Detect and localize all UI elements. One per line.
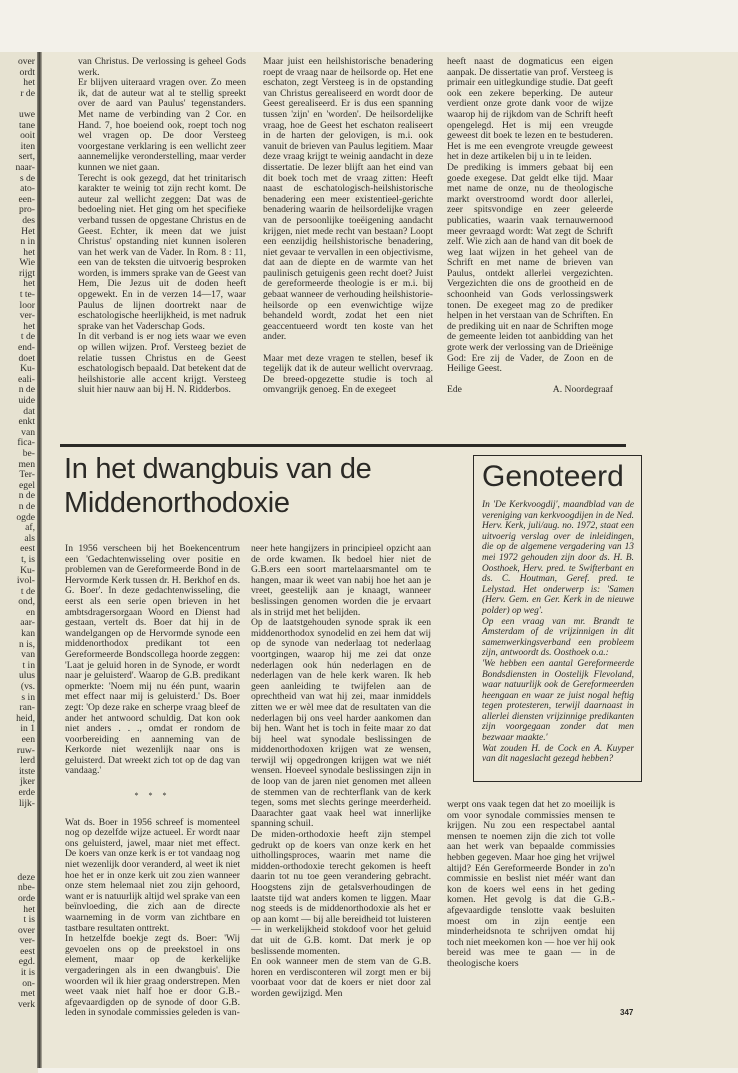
paragraph: Maar met deze vragen te stellen, besef ik tegelijk dat ik de auteur wellicht overvraag. De breed-opgezette studie is toch al omvangrijk genoeg. En de exegeet xyxy=(263,352,433,396)
previous-page-fragment: in 1 xyxy=(20,723,35,735)
previous-page-fragment: t in xyxy=(22,659,35,671)
paragraph: In 'De Kerkvoogdij', maandblad van de vereniging van kerkvoogdijen in de Ned. Herv. Kerk, juli/aug. no. 1972, staat een uitvoerig verslag over de inleidingen, die op de algemene vergadering van 13 mei 1972 gehouden zijn door ds. H. B. Oosthoek, Herv. pred. te Swifterbant en ds. C. Houtman, Geref. pred. te Lelystad. Het onderwerp is: 'Samen (Herv. Gem. en Ger. Kerk in de nieuwe polder) op weg'. xyxy=(482,500,634,616)
previous-page-fragment: af, xyxy=(25,522,35,534)
paragraph: En ook wanneer men de stem van de G.B. horen en verdisconteren wil zorgt men er bij voorbaat voor dat de koers er niet door zal worden gewijzigd. Men xyxy=(251,956,431,999)
previous-page-fragment: iten xyxy=(20,140,35,152)
previous-page-fragment: aar- xyxy=(20,617,35,629)
previous-page-fragment: t de xyxy=(20,331,35,343)
previous-page-edge xyxy=(0,52,38,1073)
page-gutter xyxy=(37,52,42,1068)
previous-page-fragment: ordt xyxy=(19,66,35,78)
previous-page-fragment: een- xyxy=(18,193,35,205)
previous-page-fragment: van xyxy=(21,649,35,661)
previous-page-fragment: dat xyxy=(23,405,35,417)
previous-page-fragment: jker xyxy=(20,776,35,788)
previous-page-fragment: een xyxy=(21,734,35,745)
previous-page-fragment: Ter- xyxy=(19,469,35,481)
article-column-1 xyxy=(65,544,240,1019)
paragraph: Wat zouden H. de Cock en A. Kuyper van dit nageslacht gezegd hebben? xyxy=(482,743,634,765)
review-column-1 xyxy=(78,57,246,396)
previous-page-fragment: n de xyxy=(18,500,35,512)
previous-page-fragment: ivol- xyxy=(16,575,35,587)
previous-page-fragment: erde xyxy=(18,786,35,798)
section-divider xyxy=(60,444,626,447)
previous-page-fragment: sert, xyxy=(18,151,35,163)
previous-page-fragment: ver- xyxy=(19,310,35,322)
previous-page-fragment: heid, xyxy=(16,712,35,724)
previous-page-fragment: ver- xyxy=(19,935,35,947)
paragraph: In dit verband is er nog iets waar we even op willen wijzen. Prof. Versteeg beziet de relatie tussen Christus en de Geest eschatologisch bepaald. Dat betekent dat de heilshistorie alle accent krijgt. Versteeg sluit hier nauw aan bij H. N. Ridderbos. xyxy=(78,331,246,396)
paragraph: neer hete hangijzers in principieel opzicht aan de orde kwamen. Ik bedoel hier niet de G.B.ers een soort martelaarsmantel om te hangen, maar ik weet van nabij hoe het aan je vreet, geestelijk aan je knaagt, wanneer beslissingen genomen worden die je ervaart als in strijd met het belijden. xyxy=(251,543,431,618)
paragraph: De prediking is immers gebaat bij een goede exegese. Dat geldt elke tijd. Maar met name de onze, nu de theologische markt overstroomd wordt door allerlei, zeer spitsvondige en zeer geleerde publicaties, waarin vaak ternauwernood meer gevraagd wordt: Wat zegt de Schrift zelf. Wie zich aan de hand van dit boek de weg laat wijzen in het geheel van de Schrift en met name de brieven van Paulus, ontdekt allerlei vergezichten. Vergezichten die ons de grootheid en de schoonheid van Gods verlossingswerk tonen. De exegeet mag zo de prediker helpen in het verstaan van de Schriften. En de prediking uit en naar de Schriften moge de gemeente leiden tot aanbidding van het grote werk der verlossing van de Drieënige God: Ere zij de Vader, de Zoon en de Heilige Geest. xyxy=(447,161,613,375)
article-column-3 xyxy=(447,800,615,970)
previous-page-fragment: eest xyxy=(20,945,35,957)
box-title: Genoteerd xyxy=(482,460,624,493)
previous-page-fragment: ooit xyxy=(20,130,35,142)
previous-page-fragment: men xyxy=(18,458,35,470)
previous-page-fragment: Wie xyxy=(19,257,35,269)
box-text xyxy=(482,500,634,765)
previous-page-fragment: en xyxy=(25,606,35,618)
previous-page-fragment: n in xyxy=(20,236,35,248)
previous-page-fragment: Ku- xyxy=(20,363,35,375)
genoteerd-box xyxy=(473,455,642,782)
previous-page-fragment: over xyxy=(17,56,35,67)
article-headline: In het dwangbuis van de Middenorthodoxie xyxy=(64,453,372,519)
paragraph: Op de laatstgehouden synode sprak ik een middenorthodox synodelid en zei hem dat wij op de synode van nederlaag tot nederlaag voortgingen, waarop hij me zei dat onze nederlagen ook hún nederlagen en de nederlagen van de hele kerk waren. Ik heb geen aanleiding te twijfelen aan de oprechtheid van wat hij zei, maar inmiddels zitten we er wèl mee dat de resultaten van die nederlagen bij ons veel harder aankomen dan bij hen. Want het is toch in feite maar zo dat bij heel wat synodale beslissingen de middenorthodoxen krijgen wat ze wensen, terwijl wij opgedrongen krijgen wat we niét wensen. Hoeveel synodale beslissingen zijn in de loop van de jaren niet genomen met alleen de stemmen van de rechterflank van de kerk tegen, soms met slechts geringe meerderheid. Daarachter gaat vaak heel wat innerlijke spanning schuil. xyxy=(251,617,431,830)
previous-page-fragment: r de xyxy=(20,87,35,99)
previous-page-fragment: (vs. xyxy=(20,681,35,693)
article-column-2 xyxy=(251,544,431,1000)
previous-page-fragment: deze xyxy=(17,871,35,883)
paragraph: In 1956 verscheen bij het Boekencentrum een 'Gedachtenwisseling over positie en problemen van de Gereformeerde Bond in de Hervormde Kerk tussen dr. H. Berkhof en ds. G. Boer'. In deze gedachtenwisseling, die eerst als een serie open brieven in het ambtsdragersorgaan Woord en Dienst had gestaan, vertelt ds. Boer dat hij in de wandelgangen op de Hervormde synode een middenorthodox predikant tot een Gereformeerde Bondscollega hoorde zeggen: 'Laat je geluid horen in de Synode, er wordt naar je geluisterd'. Waarop de G.B. predikant opmerkte: 'Noem mij nu één punt, waarin met effect naar mij is geluisterd.' Ds. Boer zegt: 'Op deze rake en scherpe vraag bleef de ander het antwoord schuldig. Dat kon ook niet anders . . ., omdat er rondom de voorbereiding en aanneming van de Kerkorde niet wezenlijk naar ons is geluisterd. Dat wreekt zich tot op de dag van vandaag.' xyxy=(65,543,240,777)
previous-page-fragment: it is xyxy=(20,967,35,979)
paragraph: Maar juist een heilshistorische benadering roept de vraag naar de heilsorde op. Het ene eschaton, zegt Versteeg is in de opstanding van Christus gerealiseerd en wordt door de Geest gerealiseerd. Er is dus een spanning tussen 'zijn' en 'worden'. De heilsordelijke vraag, hoe de Geest het eschaton realiseert in de harten der gelovigen, is m.i. ook vanuit de brieven van Paulus legitiem. Maar deze vraag krijgt te weinig aandacht in deze dissertatie. De lezer blijft aan het eind van dit boek toch met de vraag zitten: Heeft naast de eschatologisch-heilshistorische benadering een meer existentieel-gerichte benadering waarin de heilsordelijke vragen van de persoonlijke toeëigening aandacht krijgen, niet mede recht van bestaan? Loopt een eenzijdig heilshistorische benadering, niet gevaar te vervallen in een objectivisme, dat aan de diepte en de warmte van het paulinisch getuigenis geen recht doet? Juist de gereformeerde theologie is er m.i. bij gebaat wanneer de verhouding heilshistorie-heilsorde op een evenwichtige wijze behandeld wordt, zodat het een niet geaccentueerd wordt ten koste van het ander. xyxy=(263,56,433,343)
paragraph: Terecht is ook gezegd, dat het trinitarisch karakter te weinig tot zijn recht komt. De auteur zal wellicht zeggen: Dat was de bedoeling niet. Het ging om het specifieke verband tussen de opgestane Christus en de Geest. Echter, ik meen dat we juist Christus' opstanding niet kunnen isoleren van het werk van de Vader. In Rom. 8 : 11, een van de teksten die uitvoerig besproken worden, is immers sprake van de Geest van Hem, Die Jezus uit de doden heeft opgewekt. En in de verzen 14—17, waar Paulus de lijnen doortrekt naar de eschatologische heerlijkheid, is met nadruk sprake van het Vaderschap Gods. xyxy=(78,172,246,332)
signature-author: A. Noordegraaf xyxy=(552,383,613,395)
previous-page-fragment: ato- xyxy=(20,183,35,195)
previous-page-fragment: het xyxy=(23,278,35,290)
review-column-3 xyxy=(447,57,613,395)
previous-page-fragment: ruw- xyxy=(16,744,35,756)
previous-page-fragment: s de xyxy=(19,172,35,184)
paragraph: De miden-orthodoxie heeft zijn stempel gedrukt op de koers van onze kerk en het uithollingsproces, waarin met name die midden-orthodoxie terecht gekomen is heeft daarin tot nu toe geen verandering gebracht. Hoogstens zijn de getalsverhoudingen de laatste tijd wat anders komen te liggen. Maar nog steeds is de middenorthodoxie als het er op aan komt — bij alle bereidheid tot luisteren — in werkelijkheid stokdoof voor het geluid dat uit de G.B. komt. Dat merk je op beslissende momenten. xyxy=(251,829,431,957)
previous-page-fragment: ond, xyxy=(18,596,35,608)
previous-page-fragment: ran- xyxy=(19,702,35,714)
previous-page-fragment xyxy=(0,809,38,820)
paragraph: van Christus. De verlossing is geheel Gods werk. xyxy=(78,56,246,78)
previous-page-fragment: Het xyxy=(21,225,35,237)
previous-page-fragment: eali- xyxy=(17,373,35,385)
previous-page-fragment: als xyxy=(24,532,35,544)
previous-page-fragment: Ku- xyxy=(20,564,35,576)
previous-page-fragment: t, is xyxy=(21,553,35,565)
paragraph: heeft naast de dogmaticus een eigen aanpak. De dissertatie van prof. Versteeg is primair een uitlegkundige studie. Dat geeft ook een zekere beperking. De auteur verdient onze grote dank voor de wijze waarop hij de rijkdom van de Schrift heeft opengelegd. Het is mij een vreugde geweest dit boek te lezen en te bestuderen. Het is me een evengrote vreugde geweest het in deze artikelen bij u in te leiden. xyxy=(447,56,613,163)
previous-page-fragment: t te- xyxy=(19,289,35,301)
previous-page-fragment: tane xyxy=(19,119,35,131)
signature xyxy=(447,385,613,396)
previous-page-fragment: egd. xyxy=(18,956,35,968)
previous-page-fragment xyxy=(0,820,38,831)
previous-page-fragment: eest xyxy=(20,543,35,555)
previous-page-fragment: orde xyxy=(17,892,35,904)
previous-page-fragment: enkt xyxy=(18,416,35,428)
previous-page-fragment: ulus xyxy=(19,670,35,682)
previous-page-fragment: naar- xyxy=(15,161,35,173)
paragraph: Er blijven uiteraard vragen over. Zo meen ik, dat de auteur wat al te stellig spreekt over de aard van Paulus' tegenstanders. Met name de verbinding van 2 Cor. en Hand. 7, hoe boeiend ook, roept toch nog wel vragen op. De door Versteeg voorgestane verklaring is een wellicht zeer aannemelijke veronderstelling, maar verder kunnen we niet gaan. xyxy=(78,77,246,173)
previous-page-fragment: s in xyxy=(21,691,35,703)
previous-page-fragment: pro- xyxy=(19,204,35,216)
previous-page-fragment: itste xyxy=(19,765,35,777)
previous-page-fragment: ogde xyxy=(16,511,35,523)
previous-page-fragment: het xyxy=(23,903,35,915)
previous-page-fragment: kan xyxy=(21,628,35,640)
previous-page-fragment: rijgt xyxy=(19,267,35,279)
previous-page-fragment: egel xyxy=(19,479,35,491)
previous-page-fragment: t is xyxy=(23,914,35,926)
previous-page-fragment: uwe xyxy=(19,108,35,120)
previous-page-fragment: des xyxy=(22,214,35,226)
paragraph: Op een vraag van mr. Brandt te Amsterdam of de vrijzinnigen in dit samenwerkingsverband een probleem zijn, antwoordt ds. Oosthoek o.a.: xyxy=(482,616,634,659)
review-column-2 xyxy=(263,57,433,396)
previous-page-fragment: n de xyxy=(18,384,35,396)
previous-page-fragment: lijk- xyxy=(19,797,35,809)
previous-page-fragment: het xyxy=(23,246,35,258)
previous-page-fragment: verk xyxy=(17,998,35,1010)
paragraph: In hetzelfde boekje zegt ds. Boer: 'Wij gevoelen ons op de preekstoel in ons element, maar op de kerkelijke vergaderingen als in een dwangbuis'. Die woorden wil ik hier graag onderstrepen. Men weet vaak niet half hoe er door G.B.-afgevaardigden op de synode of door G.B. leden in synodale commissies geleden is van- xyxy=(65,933,240,1019)
previous-page-fragment: n is, xyxy=(19,638,35,650)
previous-page-fragment: fica- xyxy=(17,437,35,449)
previous-page-fragment: lerd xyxy=(20,755,35,767)
previous-page-fragment: end- xyxy=(17,342,35,354)
previous-page-fragment: van xyxy=(21,426,35,438)
signature-place: Ede xyxy=(447,383,462,395)
paragraph: 'We hebben een aantal Gereformeerde Bondsdiensten in Oostelijk Flevoland, waar natuurlijk ook de Gereformeerden heengaan en waar ze juist nogal heftig tegen protesteren, terwijl daarnaast in allerlei diensten vrijzinnige predikanten zijn voorgegaan zonder dat men bezwaar maakte.' xyxy=(482,658,634,744)
previous-page-fragment: n de xyxy=(18,490,35,502)
previous-page-fragment: doet xyxy=(18,352,35,364)
previous-page-fragment: be- xyxy=(22,447,35,459)
page-number: 347 xyxy=(620,1008,634,1017)
previous-page-fragment: nbe- xyxy=(17,882,35,894)
previous-page-fragment xyxy=(0,830,38,841)
previous-page-fragment: het xyxy=(23,320,35,332)
previous-page-fragment: het xyxy=(23,77,35,89)
previous-page-fragment xyxy=(0,841,38,852)
section-separator: * * * xyxy=(134,791,171,801)
previous-page-fragment: t de xyxy=(20,585,35,597)
previous-page-fragment: loor xyxy=(19,299,35,311)
previous-page-fragment xyxy=(0,852,38,863)
previous-page-fragment: on- xyxy=(22,977,35,989)
previous-page-fragment: uide xyxy=(18,395,35,406)
paragraph: Wat ds. Boer in 1956 schreef is momenteel nog op dezelfde wijze actueel. Er wordt naar ons geluisterd, jawel, maar niet met effect. De koers van onze kerk is er tot vandaag nog niet wezenlijk door veranderd, al weet ik niet hoe het er in onze kerk uit zou zien wanneer onze stem helemaal niet zou zijn gehoord, want er is natuurlijk altijd wel sprake van een beïnvloeding, die zich aan de directe waarneming in de vorm van zichtbare en tastbare resultaten onttrekt. xyxy=(65,816,240,934)
paragraph: werpt ons vaak tegen dat het zo moeilijk is om voor synodale commissies mensen te krijgen. Nu zou een respectabel aantal mensen te noemen zijn die zich tot volle aan het werk van bepaalde commissies hebben gegeven. Maar hoe ging het vrijwel altijd? Eén Gereformeerde Bonder in zo'n commissie en beslist niet méér want dan kon de koers wel eens in het geding komen. Het gevolg is dat die G.B.-afgevaardigde tenslotte vaak besluiten moest om in zijn eentje een minderheidsnota te schrijven omdat hij toch niet meekomen kon — hoe ver hij ook bereid was mee te gaan — in de theologische koers xyxy=(447,799,615,969)
previous-page-fragment: over xyxy=(17,924,35,936)
previous-page-fragment: met xyxy=(20,988,35,1000)
